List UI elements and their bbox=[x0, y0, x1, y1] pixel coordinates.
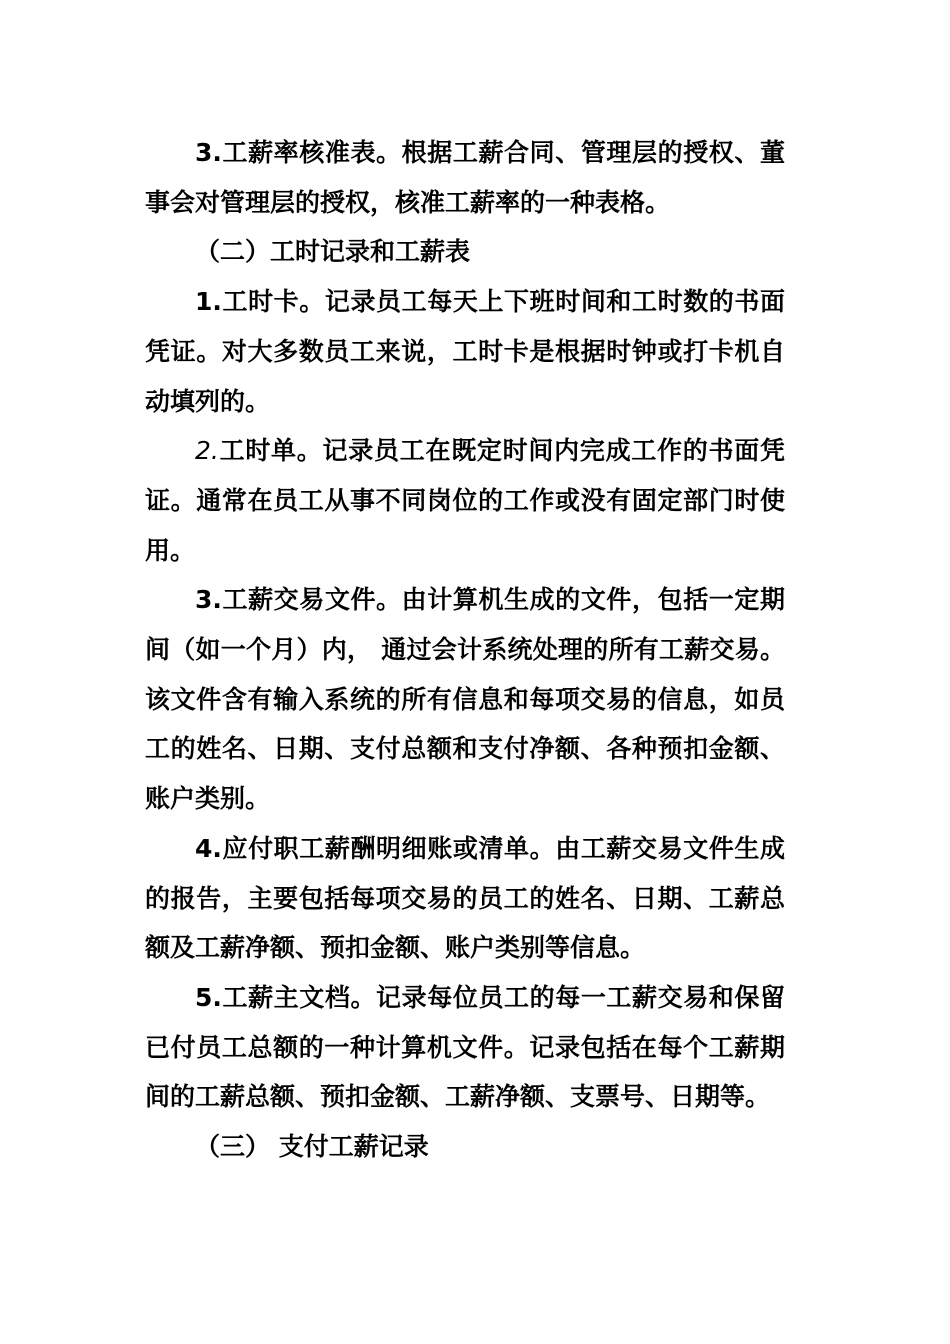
paragraph-time-sheet bbox=[145, 426, 785, 575]
item-number: 2. bbox=[195, 436, 219, 466]
section-heading-time-records: （二）工时记录和工薪表 bbox=[195, 237, 471, 267]
section-heading-payment-records: （三） 支付工薪记录 bbox=[195, 1132, 429, 1162]
item-text: 工时单。记录员工在既定时间内完成工作的书面凭证。通常在员工从事不同岗位的工作或没有固定部门时使用。 bbox=[145, 436, 785, 565]
document-body bbox=[145, 128, 785, 1172]
paragraph-payroll-ledger: 4.应付职工薪酬明细账或清单。由工薪交易文件生成的报告，主要包括每项交易的员工的姓名、日期、工薪总额及工薪净额、预扣金额、账户类别等信息。 bbox=[145, 833, 785, 963]
paragraph-payroll-transaction-file: 3.工薪交易文件。由计算机生成的文件，包括一定期间（如一个月）内， 通过会计系统处理的所有工薪交易。该文件含有输入系统的所有信息和每项交易的信息，如员工的姓名、日期、支付总额和支付净额、各种预扣金额、账户类别。 bbox=[145, 585, 785, 814]
paragraph-payroll-master-file: 5.工薪主文档。记录每位员工的每一工薪交易和保留已付员工总额的一种计算机文件。记录包括在每个工薪期间的工薪总额、预扣金额、工薪净额、支票号、日期等。 bbox=[145, 982, 785, 1112]
paragraph-wage-rate-approval: 3.工薪率核准表。根据工薪合同、管理层的授权、董事会对管理层的授权，核准工薪率的一种表格。 bbox=[145, 138, 785, 217]
paragraph-time-card: 1.工时卡。记录员工每天上下班时间和工时数的书面凭证。对大多数员工来说，工时卡是根据时钟或打卡机自动填列的。 bbox=[145, 287, 785, 416]
